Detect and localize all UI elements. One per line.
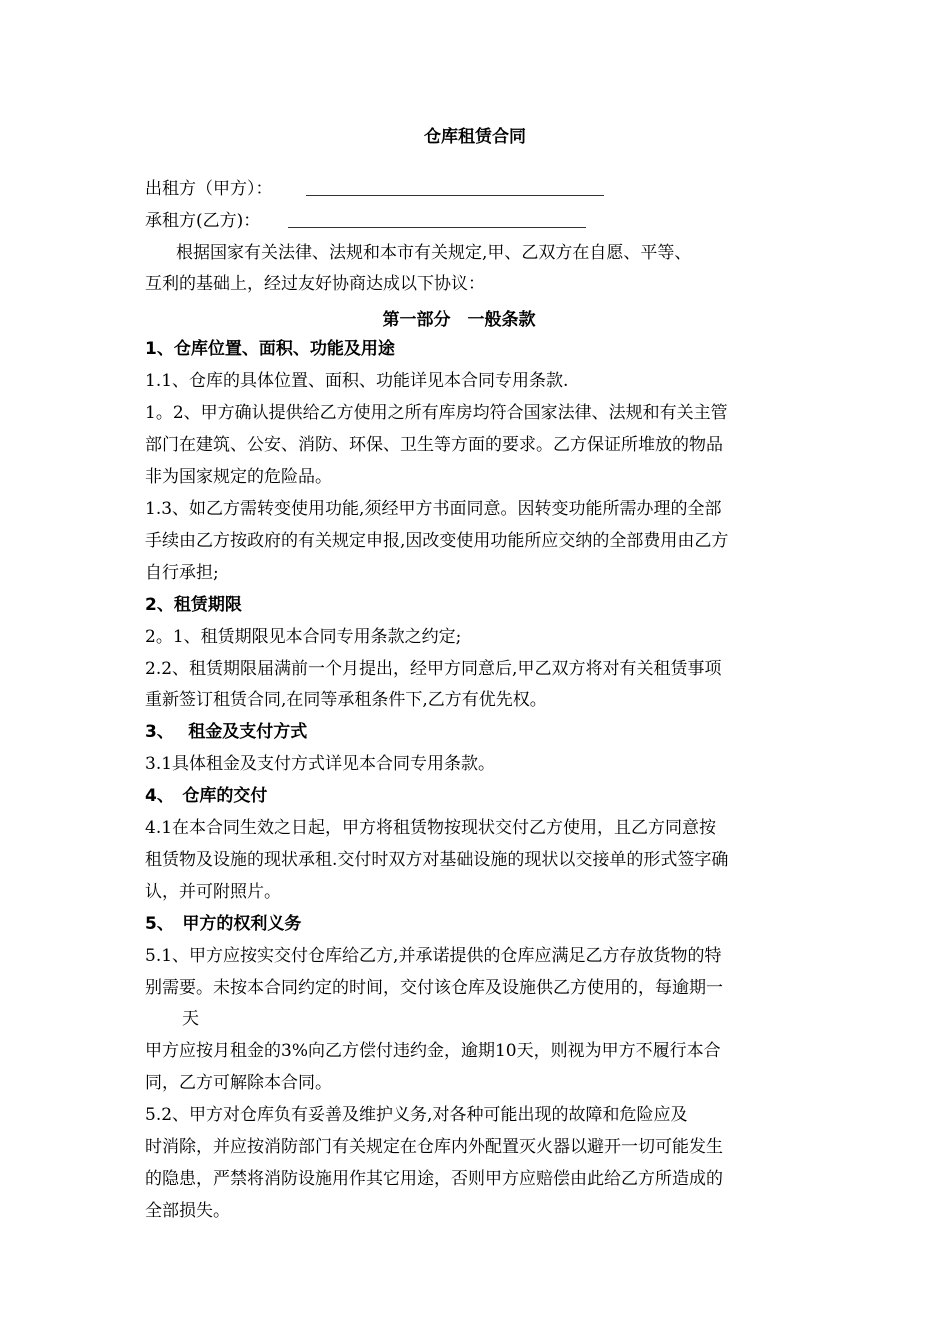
lessee-blank — [288, 227, 586, 228]
clause-line: 5.1、甲方应按实交付仓库给乙方,并承诺提供的仓库应满足乙方存放货物的特 — [145, 946, 722, 966]
clause-line: 3.1具体租金及支付方式详见本合同专用条款。 — [145, 754, 496, 774]
clause-line: 同，乙方可解除本合同。 — [145, 1073, 332, 1093]
lessor-label: 出租方（甲方）： — [145, 179, 273, 199]
clause-line: 时消除，并应按消防部门有关规定在仓库内外配置灭火器以避开一切可能发生 — [145, 1137, 723, 1157]
clause-line: 自行承担; — [145, 563, 219, 583]
clause-line: 部门在建筑、公安、消防、环保、卫生等方面的要求。乙方保证所堆放的物品 — [145, 435, 723, 455]
clause-line: 认，并可附照片。 — [145, 882, 281, 902]
clause-line: 非为国家规定的危险品。 — [145, 467, 332, 487]
intro-line: 互利的基础上，经过友好协商达成以下协议： — [145, 274, 485, 294]
section-heading: 5、 甲方的权利义务 — [145, 914, 302, 934]
section-heading: 1、仓库位置、面积、功能及用途 — [145, 339, 395, 359]
clause-line: 租赁物及设施的现状承租.交付时双方对基础设施的现状以交接单的形式签字确 — [145, 850, 729, 870]
intro-line: 根据国家有关法律、法规和本市有关规定,甲、乙双方在自愿、平等、 — [176, 243, 692, 263]
clause-line: 甲方应按月租金的3%向乙方偿付违约金，逾期10天，则视为甲方不履行本合 — [145, 1041, 721, 1061]
section-heading: 4、 仓库的交付 — [145, 786, 268, 806]
clause-line: 别需要。未按本合同约定的时间，交付该仓库及设施供乙方使用的，每逾期一 — [145, 978, 723, 998]
clause-line: 1.1、仓库的具体位置、面积、功能详见本合同专用条款. — [145, 371, 569, 391]
lessee-label: 承租方(乙方)： — [145, 211, 261, 231]
document-title: 仓库租赁合同 — [424, 127, 526, 147]
clause-line: 的隐患，严禁将消防设施用作其它用途，否则甲方应赔偿由此给乙方所造成的 — [145, 1169, 723, 1189]
clause-line: 1。2、甲方确认提供给乙方使用之所有库房均符合国家法律、法规和有关主管 — [145, 403, 728, 423]
section-heading: 3、 租金及支付方式 — [145, 722, 308, 742]
clause-line: 2。1、租赁期限见本合同专用条款之约定; — [145, 627, 462, 647]
section-heading: 2、租赁期限 — [145, 595, 242, 615]
clause-line: 5.2、甲方对仓库负有妥善及维护义务,对各种可能出现的故障和危险应及 — [145, 1105, 688, 1125]
part-title: 第一部分 一般条款 — [382, 310, 536, 330]
clause-line: 重新签订租赁合同,在同等承租条件下,乙方有优先权。 — [145, 690, 547, 710]
clause-line: 2.2、租赁期限届满前一个月提出，经甲方同意后,甲乙双方将对有关租赁事项 — [145, 659, 722, 679]
clause-line: 1.3、如乙方需转变使用功能,须经甲方书面同意。因转变功能所需办理的全部 — [145, 499, 722, 519]
clause-line: 天 — [182, 1009, 199, 1029]
clause-line: 4.1在本合同生效之日起，甲方将租赁物按现状交付乙方使用，且乙方同意按 — [145, 818, 717, 838]
clause-line: 手续由乙方按政府的有关规定申报,因改变使用功能所应交纳的全部费用由乙方 — [145, 531, 729, 551]
clause-line: 全部损失。 — [145, 1201, 230, 1221]
lessor-blank — [306, 195, 604, 196]
